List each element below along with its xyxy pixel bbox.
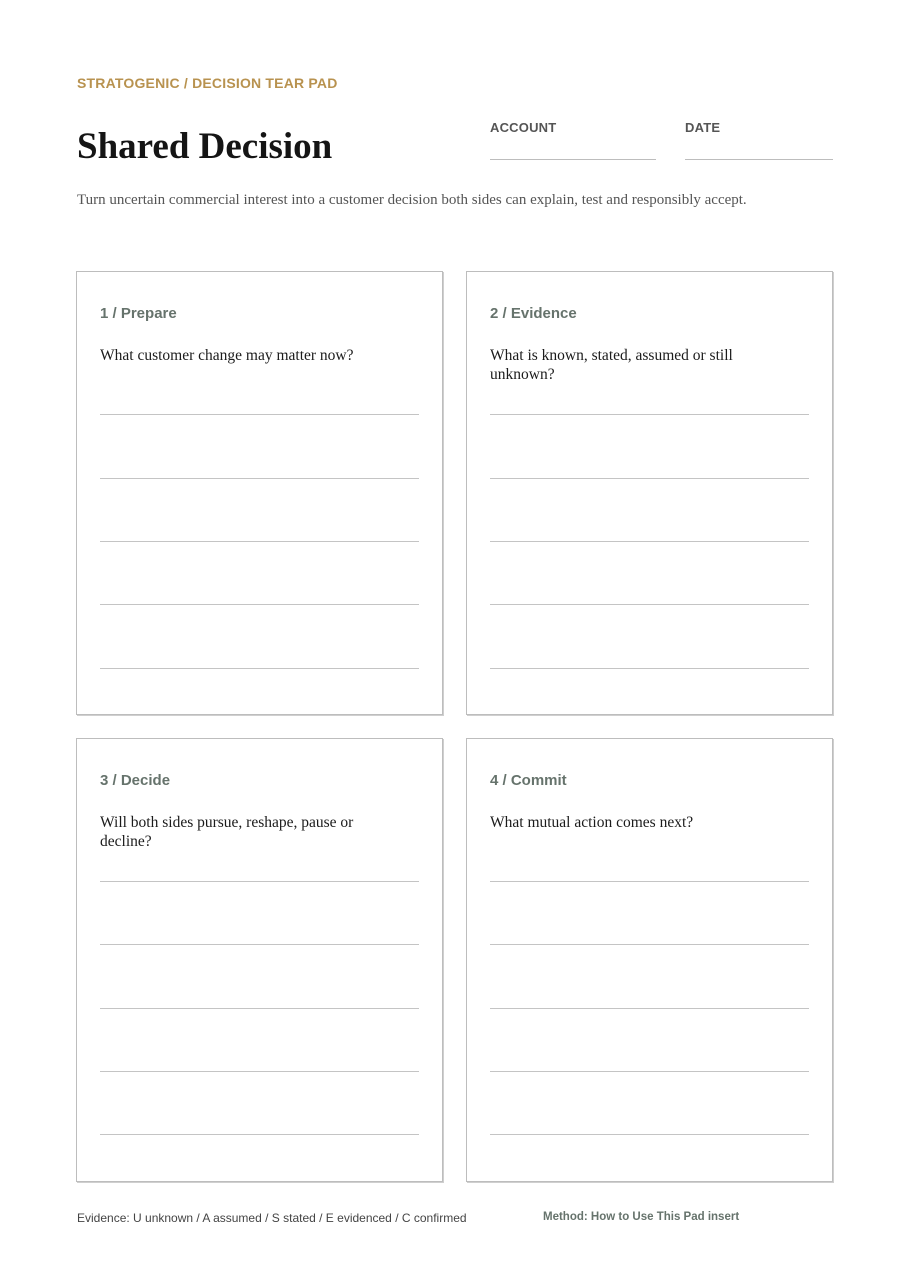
write-line[interactable] — [490, 541, 809, 542]
card-prompt: What mutual action comes next? — [490, 814, 694, 831]
card-decide — [76, 738, 443, 1182]
write-line[interactable] — [490, 1071, 809, 1072]
method-reference: Method: How to Use This Pad insert — [543, 1211, 740, 1223]
card-evidence — [466, 271, 833, 715]
card-prompt: Will both sides pursue, reshape, pause or decline? — [100, 814, 354, 850]
write-line[interactable] — [100, 881, 419, 882]
pad-kicker: STRATOGENIC / DECISION TEAR PAD — [77, 75, 338, 91]
write-line[interactable] — [490, 1008, 809, 1009]
write-line[interactable] — [490, 604, 809, 605]
write-line[interactable] — [100, 604, 419, 605]
write-line[interactable] — [100, 1071, 419, 1072]
account-field[interactable] — [490, 120, 656, 135]
write-line[interactable] — [490, 478, 809, 479]
write-line[interactable] — [100, 414, 419, 415]
intro-text: Turn uncertain commercial interest into a customer decision both sides can explain, test and responsibly accept. — [77, 192, 747, 208]
card-prompt: What is known, stated, assumed or still unknown? — [490, 347, 733, 383]
write-line[interactable] — [490, 944, 809, 945]
write-line[interactable] — [490, 1134, 809, 1135]
write-line[interactable] — [100, 478, 419, 479]
write-line[interactable] — [490, 881, 809, 882]
card-commit — [466, 738, 833, 1182]
date-label: DATE — [685, 120, 721, 135]
page-title: Shared Decision — [77, 126, 333, 167]
write-line[interactable] — [490, 668, 809, 669]
write-line[interactable] — [100, 668, 419, 669]
card-step-label: 4 / Commit — [490, 772, 567, 789]
card-step-label: 2 / Evidence — [490, 305, 577, 322]
card-step-label: 1 / Prepare — [100, 305, 177, 322]
date-field[interactable] — [685, 120, 833, 135]
account-write-line — [490, 159, 656, 160]
write-line[interactable] — [100, 1134, 419, 1135]
write-line[interactable] — [100, 541, 419, 542]
write-line[interactable] — [490, 414, 809, 415]
card-step-label: 3 / Decide — [100, 772, 171, 789]
write-line[interactable] — [100, 944, 419, 945]
write-line[interactable] — [100, 1008, 419, 1009]
date-write-line — [685, 159, 833, 160]
card-prompt: What customer change may matter now? — [100, 347, 354, 364]
evidence-legend: Evidence: U unknown / A assumed / S stated / E evidenced / C confirmed — [77, 1211, 467, 1225]
card-prepare — [76, 271, 443, 715]
account-label: ACCOUNT — [490, 120, 557, 135]
